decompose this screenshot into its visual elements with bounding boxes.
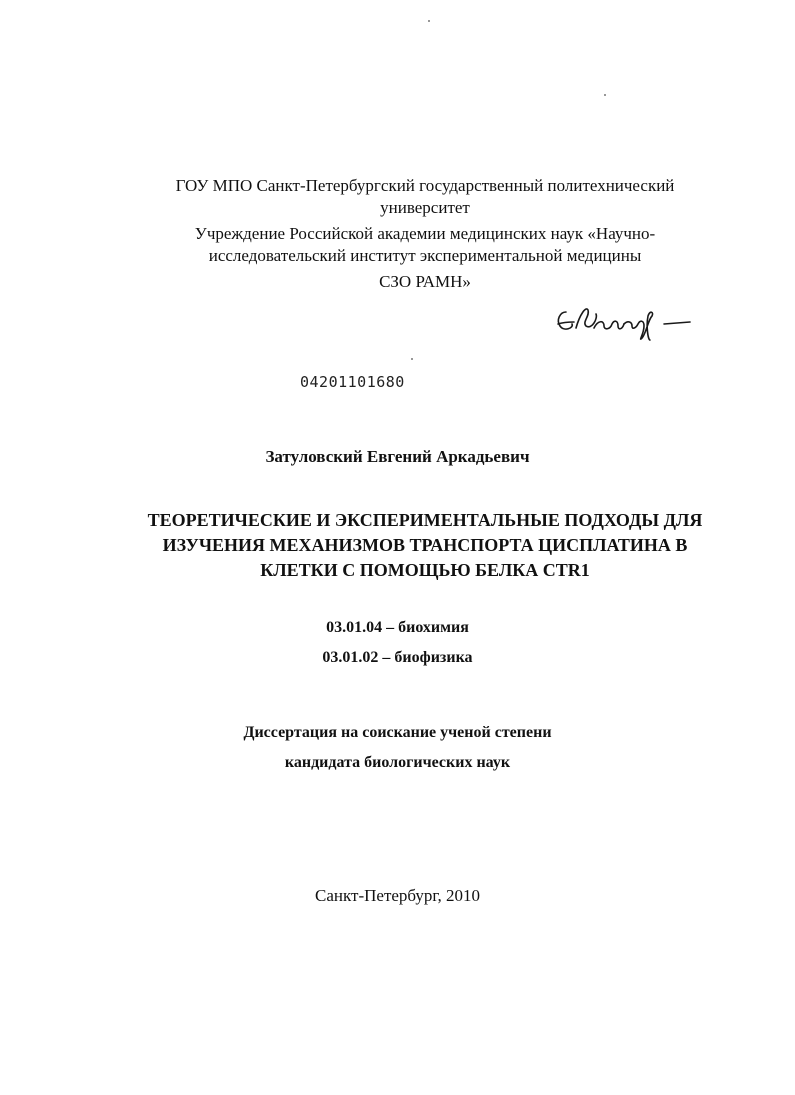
scan-speck [428,20,430,22]
institution-line: Учреждение Российской академии медицинских наук «Научно- [194,224,656,243]
author-name: Затуловский Евгений Аркадьевич [265,447,530,466]
archive-number: 04201101680 [300,373,405,391]
degree-line: Диссертация на соискание ученой степени [243,724,552,741]
institution-line: СЗО РАМН» [379,272,471,291]
institution-line: университет [380,198,470,217]
degree-line: кандидата биологических наук [284,754,511,771]
specialty-code: 03.01.02 – биофизика [322,649,473,666]
institution-line: исследовательский институт экспериментальной медицины [208,246,642,265]
specialty-code: 03.01.04 – биохимия [326,619,469,636]
dissertation-title [120,508,730,583]
title-line: ТЕОРЕТИЧЕСКИЕ И ЭКСПЕРИМЕНТАЛЬНЫЕ ПОДХОДЫ ДЛЯ [147,510,703,530]
scan-speck [604,94,606,96]
title-line: ИЗУЧЕНИЯ МЕХАНИЗМОВ ТРАНСПОРТА ЦИСПЛАТИНА В [162,535,688,555]
institution-block [150,175,700,293]
scan-speck [411,358,413,360]
place-year: Санкт-Петербург, 2010 [315,886,480,905]
institution-line: ГОУ МПО Санкт-Петербургский государственный политехнический [175,176,675,195]
title-line: КЛЕТКИ С ПОМОЩЬЮ БЕЛКА CTR1 [260,560,590,580]
handwritten-signature [552,298,702,348]
